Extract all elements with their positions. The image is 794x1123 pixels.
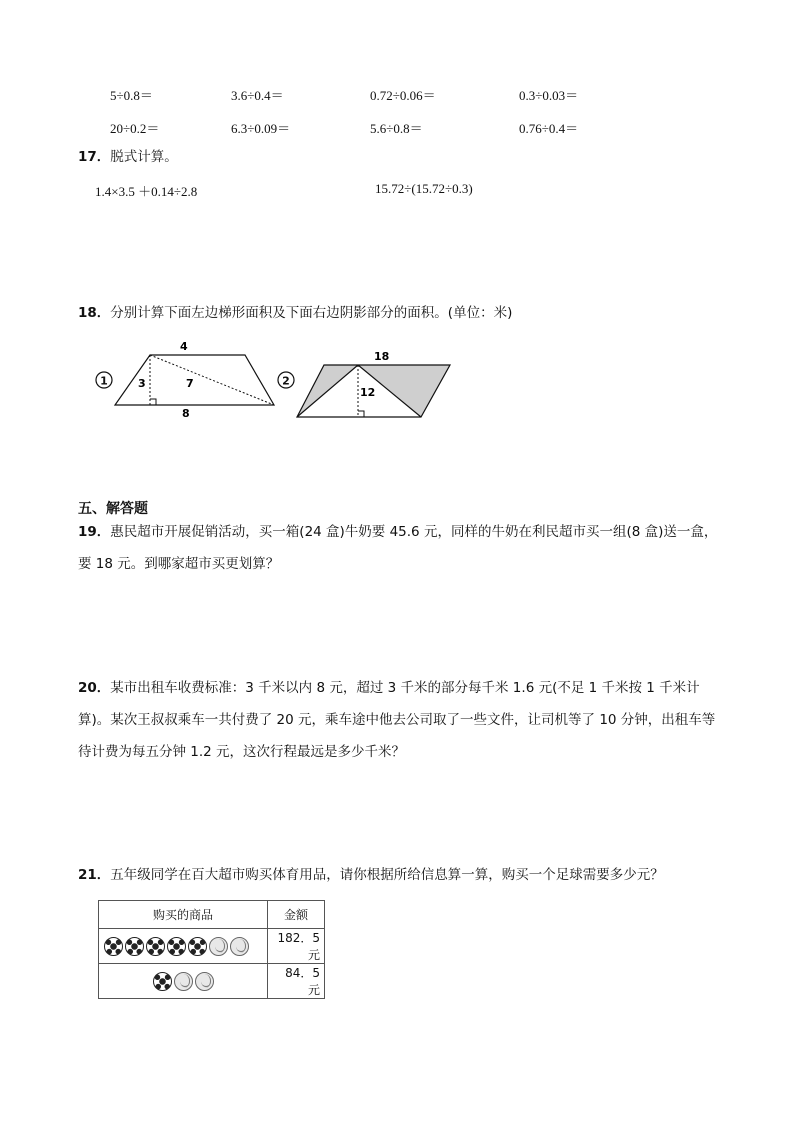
question-21 (78, 859, 718, 891)
calc-2-3: 5.6÷0.8＝ (370, 121, 423, 136)
table-row (99, 964, 325, 999)
soccer-ball-icon (146, 937, 165, 956)
question-20 (78, 672, 718, 768)
calc-1-4: 0.3÷0.03＝ (519, 88, 579, 103)
question-number: 21． (78, 867, 111, 883)
question-text: 某市出租车收费标准：3 千米以内 8 元，超过 3 千米的部分每千米 1.6 元(不足 1 千米按 1 千米计算)。某次王叔叔乘车一共付费了 20 元，乘车途中他去公司取了一些文件，让司机等了 10 分钟，出租车等待计费为每五分钟 1.2 元，这次行程最远是多少千米？ (78, 680, 716, 760)
parallelogram-figure (272, 345, 462, 423)
question-number: 20． (78, 680, 111, 696)
calc-2-1: 20÷0.2＝ (110, 121, 160, 136)
purchase-table (98, 900, 325, 999)
label-top: 4 (180, 340, 188, 353)
question-number: 17． (78, 149, 111, 165)
volleyball-icon (209, 937, 228, 956)
question-number: 19． (78, 524, 111, 540)
volleyball-icon (195, 972, 214, 991)
question-text: 惠民超市开展促销活动，买一箱(24 盒)牛奶要 45.6 元，同样的牛奶在利民超市买一组(8 盒)送一盒，要 18 元。到哪家超市买更划算？ (78, 524, 718, 572)
table-row (99, 929, 325, 964)
amount-cell: 182．5 元 (268, 929, 325, 964)
right-angle-mark (358, 411, 364, 417)
volleyball-icon (230, 937, 249, 956)
soccer-ball-icon (153, 972, 172, 991)
expression-2: 15.72÷(15.72÷0.3) (375, 181, 473, 196)
question-text: 脱式计算。 (110, 149, 178, 165)
label-height: 3 (138, 377, 146, 390)
question-18 (78, 297, 512, 329)
table-header-row (99, 901, 325, 929)
calc-1-1: 5÷0.8＝ (110, 88, 153, 103)
figure-1-marker-num: 1 (100, 374, 108, 388)
label-height: 12 (360, 386, 376, 399)
label-top: 18 (374, 350, 390, 363)
calc-2-2: 6.3÷0.09＝ (231, 121, 291, 136)
calc-2-4: 0.76÷0.4＝ (519, 121, 579, 136)
soccer-ball-icon (104, 937, 123, 956)
header-items: 购买的商品 (99, 901, 268, 929)
label-bottom: 8 (182, 407, 190, 420)
question-text: 分别计算下面左边梯形面积及下面右边阴影部分的面积。(单位：米) (110, 305, 513, 321)
items-cell (99, 929, 268, 964)
section-heading: 五、解答题 (78, 501, 148, 517)
question-number: 18． (78, 305, 111, 321)
calc-1-3: 0.72÷0.06＝ (370, 88, 436, 103)
figure-2-marker-num: 2 (282, 374, 290, 388)
items-cell (99, 964, 268, 999)
label-diagonal: 7 (186, 377, 194, 390)
right-angle-mark (150, 399, 156, 405)
question-text: 五年级同学在百大超市购买体育用品，请你根据所给信息算一算，购买一个足球需要多少元？ (110, 867, 664, 883)
question-19 (78, 516, 718, 580)
trapezoid-figure (90, 335, 290, 420)
soccer-ball-icon (125, 937, 144, 956)
trapezoid-diagonal (150, 355, 274, 405)
question-17 (78, 141, 178, 173)
soccer-ball-icon (167, 937, 186, 956)
header-amount: 金额 (268, 901, 325, 929)
amount-cell: 84．5 元 (268, 964, 325, 999)
expression-1: 1.4×3.5 ＋0.14÷2.8 (95, 184, 198, 199)
soccer-ball-icon (188, 937, 207, 956)
volleyball-icon (174, 972, 193, 991)
calc-1-2: 3.6÷0.4＝ (231, 88, 284, 103)
